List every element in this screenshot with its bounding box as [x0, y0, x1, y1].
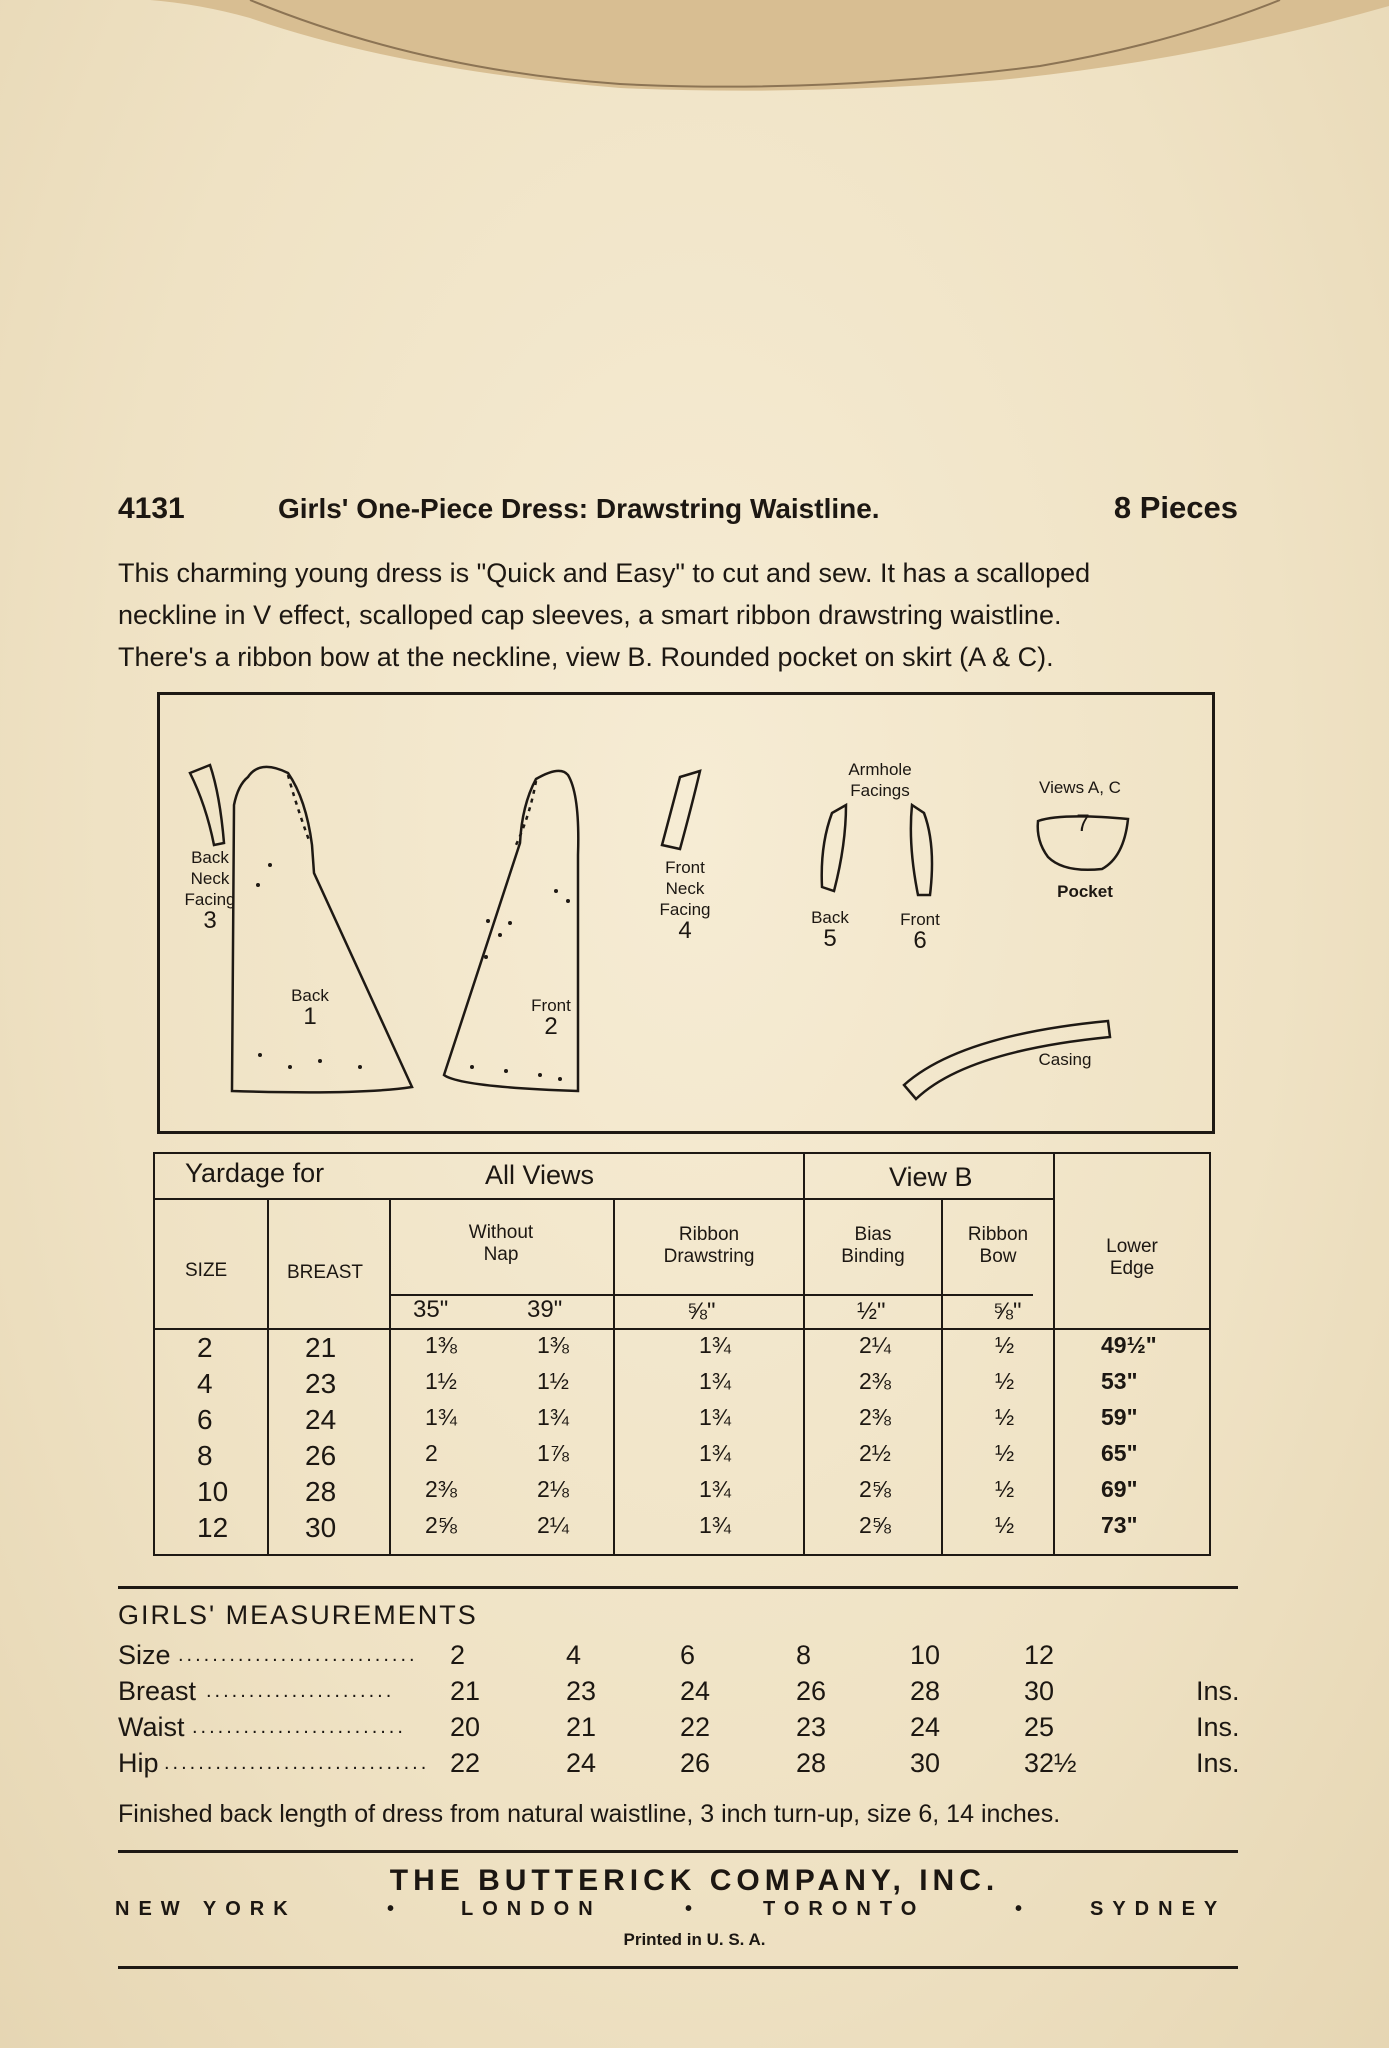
yardage-cell: 2⅝ — [859, 1476, 891, 1502]
measurement-value: 10 — [910, 1640, 941, 1670]
measurement-value: 8 — [796, 1640, 812, 1670]
width-bias: ½" — [857, 1298, 886, 1325]
yardage-cell: 1¾ — [699, 1368, 731, 1394]
measurement-value: 24 — [680, 1676, 711, 1706]
yardage-cell: 8 — [197, 1440, 213, 1471]
measurements-note: Finished back length of dress from natural waistline, 3 inch turn-up, size 6, 14 inches. — [118, 1800, 1061, 1828]
yardage-cell: ½ — [995, 1368, 1015, 1394]
company-name: THE BUTTERICK COMPANY, INC. — [389, 1864, 1000, 1897]
city-new-york: NEW YORK — [115, 1898, 297, 1920]
measurement-value: 28 — [910, 1676, 941, 1706]
measurement-value: 6 — [680, 1640, 696, 1670]
yardage-cell: 12 — [197, 1512, 229, 1543]
yardage-cell: 26 — [305, 1440, 337, 1471]
city-london: LONDON — [461, 1898, 602, 1920]
yardage-cell: ½ — [995, 1512, 1015, 1538]
measurement-value: 21 — [566, 1712, 597, 1742]
ribbon-bow-header: Ribbon Bow — [967, 1224, 1029, 1267]
pattern-header — [118, 490, 1238, 540]
city-separator: • — [685, 1898, 702, 1920]
measurement-value: 22 — [680, 1712, 711, 1742]
measurement-label: Hip — [118, 1748, 159, 1778]
back-piece-label: Back 1 — [291, 986, 329, 1030]
measurement-value: 24 — [910, 1712, 941, 1742]
measurement-value: 25 — [1024, 1712, 1055, 1742]
pocket-number: 7 — [1076, 810, 1090, 837]
front-neck-facing-piece — [662, 771, 700, 849]
yardage-cell: 2⅛ — [537, 1476, 569, 1502]
yardage-cell: 1½ — [537, 1368, 569, 1394]
measurement-row — [118, 1748, 1248, 1784]
size-header: SIZE — [185, 1260, 228, 1281]
measurement-unit: Ins. — [1196, 1748, 1240, 1778]
measurement-label: Waist — [118, 1712, 185, 1742]
measurement-value: 22 — [450, 1748, 481, 1778]
armhole-facing-back-piece — [822, 805, 846, 891]
yardage-cell: 2 — [197, 1332, 213, 1363]
measurement-unit: Ins. — [1196, 1676, 1240, 1706]
measurement-value: 4 — [566, 1640, 582, 1670]
yardage-cell: 2⅜ — [859, 1368, 891, 1394]
measurement-value: 20 — [450, 1712, 481, 1742]
measurement-value: 23 — [796, 1712, 827, 1742]
yardage-cell: 2⅜ — [859, 1404, 891, 1430]
divider — [118, 1966, 1238, 1969]
yardage-cell: 1¾ — [537, 1404, 569, 1430]
yardage-cell: 2 — [425, 1440, 438, 1466]
ribbon-drawstring-header: Ribbon Drawstring — [663, 1224, 755, 1267]
yardage-cell: 30 — [305, 1512, 337, 1543]
divider — [118, 1586, 1238, 1589]
width-39: 39" — [527, 1296, 563, 1323]
leader-dots: ...................... — [206, 1680, 395, 1702]
yardage-cell: ½ — [995, 1440, 1015, 1466]
width-35: 35" — [413, 1296, 449, 1323]
yardage-cell: 10 — [197, 1476, 229, 1507]
measurement-value: 24 — [566, 1748, 597, 1778]
pattern-description — [118, 552, 1238, 678]
yardage-cell: 1¾ — [699, 1440, 731, 1466]
armhole-facing-front-piece — [911, 805, 932, 895]
yardage-cell: 1½ — [425, 1368, 457, 1394]
yardage-cell: 1¾ — [699, 1476, 731, 1502]
yardage-cell: 2½ — [859, 1440, 891, 1466]
pattern-title: Girls' One-Piece Dress: Drawstring Waistline. — [278, 493, 880, 524]
pattern-pieces-diagram — [157, 692, 1215, 1134]
yardage-cell: 1¾ — [425, 1404, 457, 1430]
breast-header: BREAST — [287, 1262, 364, 1283]
yardage-cell: ½ — [995, 1476, 1015, 1502]
yardage-cell: 2¼ — [859, 1332, 891, 1358]
yardage-cell: 23 — [305, 1368, 337, 1399]
front-piece-label: Front 2 — [531, 996, 571, 1040]
measurement-label: Breast — [118, 1676, 197, 1706]
all-views-label: All Views — [485, 1160, 595, 1190]
armhole-facing-front-label: Front 6 — [900, 910, 940, 954]
back-piece — [232, 767, 412, 1092]
measurement-value: 32½ — [1024, 1748, 1077, 1778]
yardage-table — [153, 1152, 1211, 1556]
view-b-label: View B — [889, 1162, 973, 1192]
measurement-label: Size — [118, 1640, 171, 1670]
measurement-value: 26 — [680, 1748, 711, 1778]
views-ac-label: Views A, C — [1039, 778, 1121, 797]
measurement-row — [118, 1712, 1248, 1748]
yardage-cell: 1¾ — [699, 1512, 731, 1538]
yardage-cell: 2⅜ — [425, 1476, 457, 1502]
back-neck-facing-piece — [190, 765, 224, 845]
yardage-cell: 28 — [305, 1476, 337, 1507]
lower-edge-header: Lower Edge — [1106, 1236, 1158, 1279]
description-line: This charming young dress is "Quick and Easy" to cut and sew. It has a scalloped — [118, 558, 1091, 588]
pattern-pieces-count: 8 Pieces — [1113, 490, 1238, 525]
casing-label: Casing — [1038, 1050, 1092, 1069]
measurement-unit: Ins. — [1196, 1712, 1240, 1742]
measurement-value: 28 — [796, 1748, 827, 1778]
armhole-facings-label: Armhole Facings — [848, 760, 912, 800]
leader-dots: ......................... — [192, 1716, 406, 1738]
description-line: neckline in V effect, scalloped cap sleeves, a smart ribbon drawstring waistline. — [118, 600, 1062, 630]
yardage-cell: 1⅜ — [425, 1332, 457, 1358]
yardage-cell: 49½" — [1101, 1332, 1157, 1358]
width-ribbon: ⅝" — [687, 1298, 716, 1325]
leader-dots: ............................ — [178, 1644, 418, 1666]
without-nap-header: Without Nap — [468, 1222, 534, 1265]
yardage-cell: 2⅝ — [859, 1512, 891, 1538]
measurement-row — [118, 1640, 1248, 1676]
yardage-cell: 24 — [305, 1404, 337, 1435]
yardage-cell: 53" — [1101, 1368, 1138, 1394]
bias-binding-header: Bias Binding — [841, 1224, 905, 1267]
measurement-row — [118, 1676, 1248, 1712]
front-piece — [444, 771, 578, 1091]
yardage-cell: 6 — [197, 1404, 213, 1435]
yardage-cell: 2⅝ — [425, 1512, 457, 1538]
measurements-title: GIRLS' MEASUREMENTS — [118, 1600, 478, 1630]
yardage-cell: 65" — [1101, 1440, 1138, 1466]
envelope-flap — [0, 0, 1389, 110]
leader-dots: ............................... — [164, 1752, 430, 1774]
width-bow: ⅝" — [993, 1298, 1022, 1325]
pocket-label: Pocket — [1057, 882, 1113, 901]
yardage-cell: 69" — [1101, 1476, 1138, 1502]
front-neck-facing-label: Front Neck Facing 4 — [659, 858, 711, 944]
measurement-value: 30 — [1024, 1676, 1055, 1706]
city-sydney: SYDNEY — [1090, 1898, 1227, 1920]
yardage-cell: 1¾ — [699, 1404, 731, 1430]
city-separator: • — [387, 1898, 404, 1920]
city-toronto: TORONTO — [763, 1898, 926, 1920]
measurement-value: 26 — [796, 1676, 827, 1706]
yardage-cell: 1¾ — [699, 1332, 731, 1358]
yardage-cell: 2¼ — [537, 1512, 569, 1538]
yardage-cell: 73" — [1101, 1512, 1138, 1538]
printed-in-usa: Printed in U. S. A. — [623, 1930, 766, 1949]
city-separator: • — [1015, 1898, 1032, 1920]
yardage-cell: 1⅞ — [537, 1440, 569, 1466]
measurement-value: 2 — [450, 1640, 466, 1670]
measurement-value: 12 — [1024, 1640, 1055, 1670]
yardage-cell: ½ — [995, 1332, 1015, 1358]
measurement-value: 23 — [566, 1676, 597, 1706]
measurement-value: 21 — [450, 1676, 481, 1706]
company-cities — [115, 1898, 1245, 1928]
yardage-cell: ½ — [995, 1404, 1015, 1430]
armhole-facing-back-label: Back 5 — [811, 908, 849, 952]
measurement-value: 30 — [910, 1748, 941, 1778]
yardage-for-label: Yardage for — [185, 1158, 325, 1188]
pattern-number: 4131 — [118, 492, 185, 525]
yardage-cell: 4 — [197, 1368, 213, 1399]
divider — [118, 1850, 1238, 1853]
yardage-cell: 21 — [305, 1332, 337, 1363]
back-neck-facing-label: Back Neck Facing 3 — [184, 848, 236, 934]
yardage-cell: 59" — [1101, 1404, 1138, 1430]
yardage-cell: 1⅜ — [537, 1332, 569, 1358]
description-line: There's a ribbon bow at the neckline, view B. Rounded pocket on skirt (A & C). — [118, 642, 1054, 672]
